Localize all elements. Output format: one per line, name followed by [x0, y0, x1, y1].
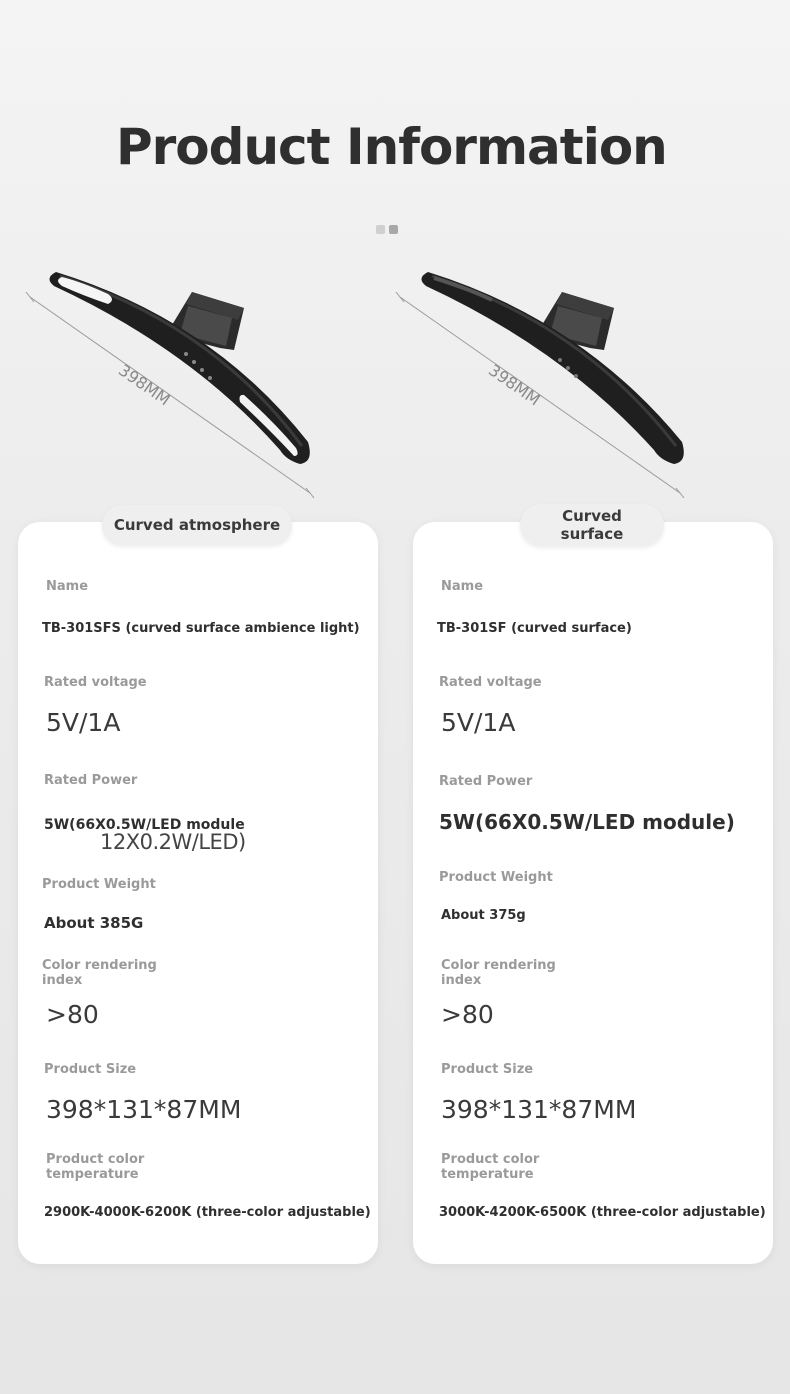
- size-label: Product Size: [441, 1062, 534, 1077]
- power-label: Rated Power: [439, 774, 533, 789]
- carousel-dot-active[interactable]: [389, 225, 398, 234]
- temperature-label: Product color temperature: [46, 1152, 145, 1182]
- dimension-label: 398MM: [115, 360, 174, 410]
- carousel-dots: [376, 225, 398, 234]
- weight-label: Product Weight: [42, 877, 156, 892]
- voltage-value: 5V/1A: [441, 708, 516, 737]
- temperature-label: Product color temperature: [441, 1152, 540, 1182]
- name-label: Name: [441, 579, 484, 594]
- dimension-label: 398MM: [485, 360, 544, 410]
- voltage-label: Rated voltage: [439, 675, 542, 690]
- tab-curved-atmosphere[interactable]: Curved atmosphere: [102, 505, 292, 545]
- temperature-value: 3000K-4200K-6500K (three-color adjustable): [439, 1205, 766, 1220]
- size-value: 398*131*87MM: [46, 1095, 242, 1124]
- cri-label: Color rendering index: [42, 958, 157, 988]
- size-value: 398*131*87MM: [441, 1095, 637, 1124]
- cri-label: Color rendering index: [441, 958, 556, 988]
- cri-value: >80: [441, 1000, 494, 1029]
- weight-value: About 375g: [441, 908, 526, 923]
- carousel-dot[interactable]: [376, 225, 385, 234]
- power-value-extra: 12X0.2W/LED): [100, 830, 246, 854]
- name-value: TB-301SF (curved surface): [437, 621, 632, 636]
- curved-light-bar-icon: [12, 250, 372, 520]
- voltage-value: 5V/1A: [46, 708, 121, 737]
- weight-value: About 385G: [44, 914, 144, 932]
- power-label: Rated Power: [44, 773, 138, 788]
- curved-light-bar-icon: [392, 250, 752, 520]
- tab-curved-surface[interactable]: Curved surface: [520, 504, 664, 546]
- page-title: Product Information: [116, 118, 667, 176]
- size-label: Product Size: [44, 1062, 137, 1077]
- voltage-label: Rated voltage: [44, 675, 147, 690]
- weight-label: Product Weight: [439, 870, 553, 885]
- name-value: TB-301SFS (curved surface ambience light): [42, 621, 360, 636]
- name-label: Name: [46, 579, 89, 594]
- temperature-value: 2900K-4000K-6200K (three-color adjustable): [44, 1205, 371, 1220]
- power-value: 5W(66X0.5W/LED module: [44, 817, 245, 833]
- power-value: 5W(66X0.5W/LED module): [439, 810, 735, 834]
- cri-value: >80: [46, 1000, 99, 1029]
